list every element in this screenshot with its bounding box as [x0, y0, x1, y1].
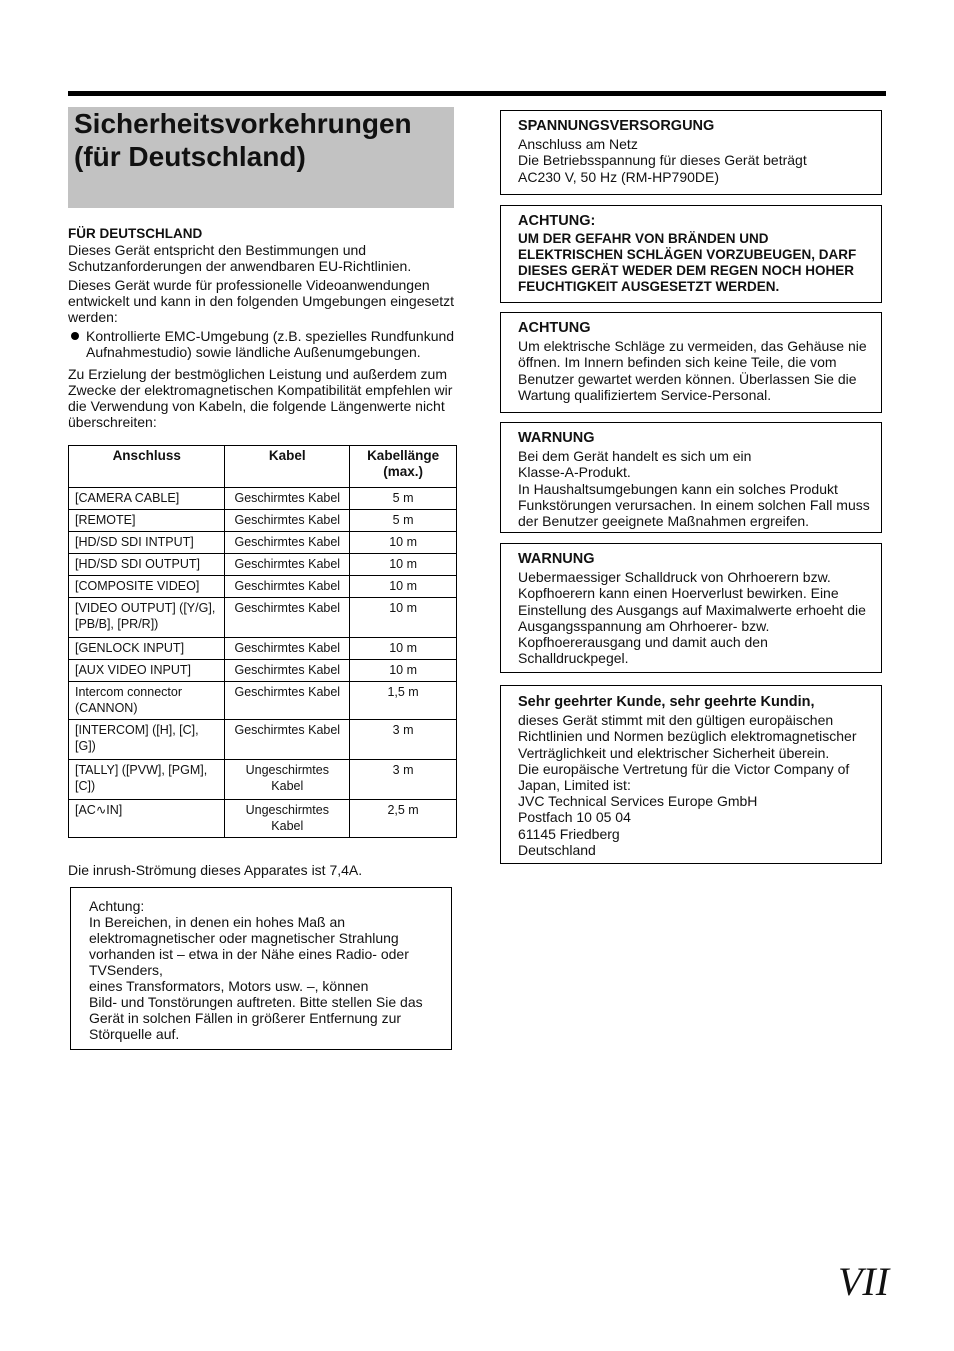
- table-row: [REMOTE] Geschirmtes Kabel 5 m: [69, 510, 457, 532]
- note-label: Achtung:: [89, 898, 145, 914]
- page-number: VII: [838, 1259, 890, 1304]
- address-line: JVC Technical Services Europe GmbH: [518, 793, 758, 810]
- table-row: [GENLOCK INPUT] Geschirmtes Kabel 10 m: [69, 638, 457, 660]
- box-text: Die europäische Vertretung für die Victor Company of Japan, Limited ist:: [518, 760, 850, 794]
- table-header-row: [69, 446, 457, 488]
- box-heading: ACHTUNG:: [518, 213, 596, 229]
- power-supply-box: [500, 110, 882, 195]
- box-text: Klasse-A-Produkt.: [518, 464, 631, 481]
- bullet-item: Kontrollierte EMC-Umgebung (z.B. spezielles Rundfunkund Aufnahmestudio) sowie ländliche Außenumgebungen.: [68, 328, 456, 360]
- box-heading: WARNUNG: [518, 551, 595, 567]
- top-rule: [68, 91, 886, 96]
- box-text: In Haushaltsumgebungen kann ein solches Produkt Funkstörungen verursachen. In einem solchen Fall muss der Benutzer geeignete Maßnahmen ergreifen.: [518, 480, 870, 530]
- table-row: [TALLY] ([PVW], [PGM], [C]) Ungeschirmtes Kabel 3 m: [69, 760, 457, 800]
- paragraph: Dieses Gerät wurde für professionelle Videoanwendungen entwickelt und kann in den folgenden Umgebungen eingesetzt werden:: [68, 276, 455, 326]
- column-header: Kabellänge (max.): [350, 446, 457, 488]
- note-text: eines Transformators, Motors usw. –, können: [89, 978, 369, 994]
- caution-box: [500, 312, 882, 413]
- table-row: [HD/SD SDI INTPUT] Geschirmtes Kabel 10 m: [69, 532, 457, 554]
- address-line: 61145 Friedberg: [518, 825, 620, 842]
- table-row: [HD/SD SDI OUTPUT] Geschirmtes Kabel 10 m: [69, 554, 457, 576]
- paragraph: Zu Erzielung der bestmöglichen Leistung und außerdem zum Zwecke der elektromagnetischen Kompatibilität empfehlen wir die Verwendung von Kabeln, die folgende Längenwerte nicht überschreiten:: [68, 365, 453, 431]
- column-header: Kabel: [225, 446, 350, 488]
- table-row: [COMPOSITE VIDEO] Geschirmtes Kabel 10 m: [69, 576, 457, 598]
- inrush-note: Die inrush-Strömung dieses Apparates ist 7,4A.: [68, 862, 363, 878]
- table-row: [VIDEO OUTPUT] ([Y/G], [PB/B], [PR/R]) Geschirmtes Kabel 10 m: [69, 598, 457, 638]
- box-text: Um elektrische Schläge zu vermeiden, das Gehäuse nie öffnen. Im Innern befinden sich keine Teile, die vom Benutzer gewartet werden können. Überlassen Sie die Wartung qualifiziertem Service-Personal.: [518, 338, 867, 403]
- page-title: Sicherheitsvorkehrungen (für Deutschland): [74, 108, 412, 172]
- title-box: [68, 107, 454, 208]
- bullet-icon: [71, 332, 79, 340]
- paragraph: Dieses Gerät entspricht den Bestimmungen und Schutzanforderungen der anwendbaren EU-Richtlinien.: [68, 242, 412, 275]
- box-heading: WARNUNG: [518, 430, 595, 446]
- box-heading: ACHTUNG: [518, 320, 591, 336]
- table-row: Intercom connector (CANNON) Geschirmtes Kabel 1,5 m: [69, 682, 457, 720]
- box-text: Die Betriebsspannung für dieses Gerät beträgt: [518, 152, 807, 169]
- box-text: AC230 V, 50 Hz (RM-HP790DE): [518, 168, 720, 185]
- note-text: Bild- und Tonstörungen auftreten. Bitte stellen Sie das Gerät in solchen Fällen in größerer Entfernung zur Störquelle auf.: [89, 994, 423, 1042]
- table-row: [CAMERA CABLE] Geschirmtes Kabel 5 m: [69, 488, 457, 510]
- warning-box: [500, 422, 882, 533]
- address-line: Deutschland: [518, 841, 596, 858]
- table-row: [AUX VIDEO INPUT] Geschirmtes Kabel 10 m: [69, 660, 457, 682]
- box-text: Anschluss am Netz: [518, 136, 638, 153]
- box-text: Bei dem Gerät handelt es sich um ein: [518, 448, 752, 465]
- box-heading: SPANNUNGSVERSORGUNG: [518, 118, 715, 134]
- left-column: [68, 226, 456, 430]
- table-row: [INTERCOM] ([H], [C], [G]) Geschirmtes Kabel 3 m: [69, 720, 457, 760]
- warning-box: [500, 543, 882, 673]
- note-text: In Bereichen, in denen ein hohes Maß an elektromagnetischer oder magnetischer Strahlung vorhanden ist – etwa in der Nähe eines Radio- oder TVSenders,: [89, 914, 409, 978]
- box-text: Uebermaessiger Schalldruck von Ohrhoerern bzw. Kopfhoerern kann einen Hoerverlust bewirken. Eine Einstellung des Ausgangs auf Maximalwerte erhoeht die Ausgangsspannung am Ohrhoerer- bzw. Kopfhoererausgang und damit auch den Schalldruckpegel.: [518, 569, 866, 667]
- caution-box: [500, 205, 882, 303]
- cable-table: [68, 445, 457, 838]
- table-row: [AC∿IN] Ungeschirmtes Kabel 2,5 m: [69, 800, 457, 838]
- box-text: UM DER GEFAHR VON BRÄNDEN UND ELEKTRISCHEN SCHLÄGEN VORZUBEUGEN, DARF DIESES GERÄT WEDER DEM REGEN NOCH HOHER FEUCHTIGKEIT AUSGESETZT WERDEN.: [518, 231, 857, 295]
- box-text: dieses Gerät stimmt mit den gültigen europäischen Richtlinien und Normen bezüglich elektromagnetischer Verträglichkeit und elektrischer Sicherheit überein.: [518, 712, 857, 761]
- column-header: Anschluss: [69, 446, 225, 488]
- address-line: Postfach 10 05 04: [518, 809, 631, 826]
- box-heading: Sehr geehrter Kunde, sehr geehrte Kundin,: [518, 694, 815, 710]
- section-heading: FÜR DEUTSCHLAND: [68, 226, 203, 241]
- achtung-note-box: [70, 887, 452, 1050]
- customer-box: [500, 685, 882, 864]
